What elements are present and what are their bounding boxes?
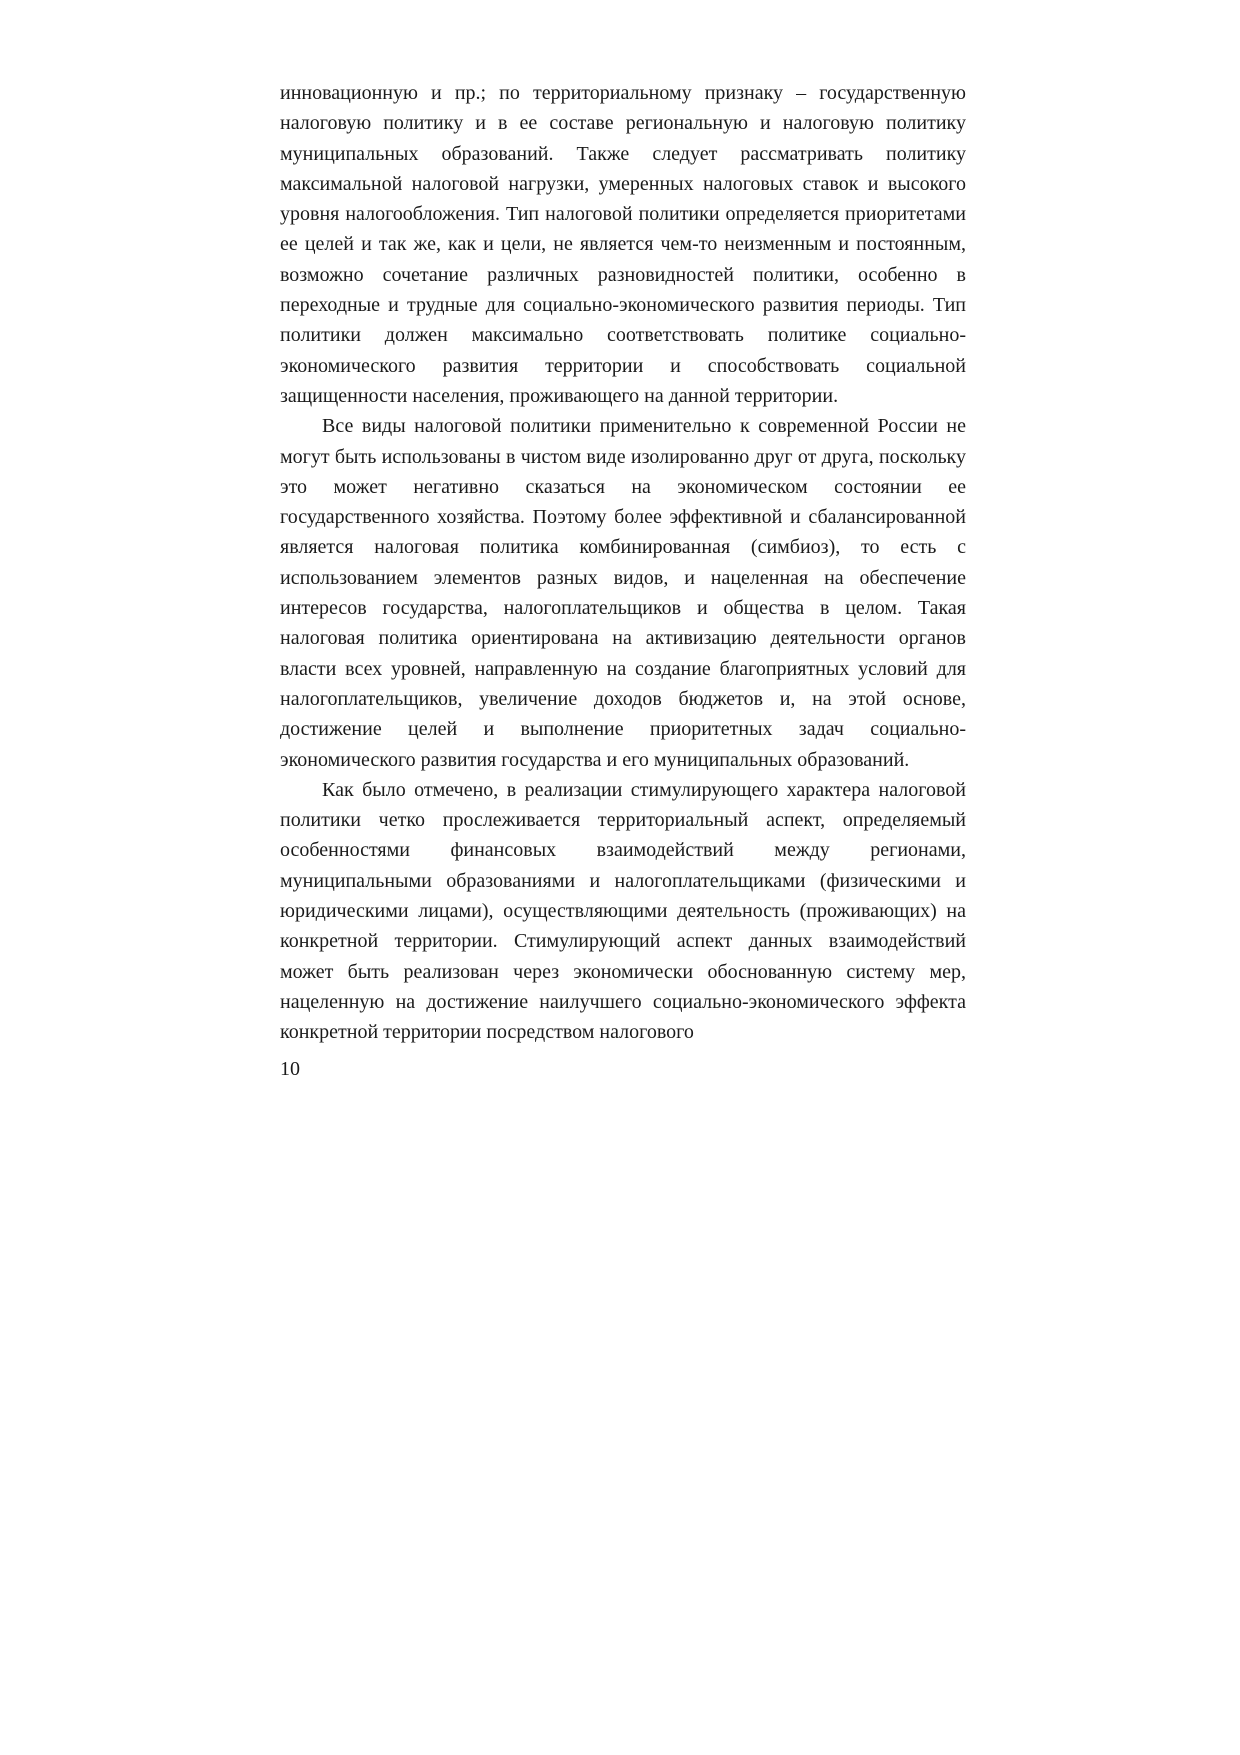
document-page xyxy=(280,78,966,1084)
paragraph-territorial-aspect: Как было отмечено, в реализации стимулирующего характера налоговой политики четко прослеживается территориальный аспект, определяемый особенностями финансовых взаимодействий между регионами, муниципальными образованиями и налогоплательщиками (физическими и юридическими лицами), осуществляющими деятельность (проживающих) на конкретной территории. Стимулирующий аспект данных взаимодействий может быть реализован через экономически обоснованную систему мер, нацеленную на достижение наилучшего социально-экономического эффекта конкретной территории посредством налогового xyxy=(280,778,966,1044)
paragraph-continuation: инновационную и пр.; по территориальному признаку – государственную налоговую политику и в ее составе региональную и налоговую политику муниципальных образований. Также следует рассматривать политику максимальной налоговой нагрузки, умеренных налоговых ставок и высокого уровня налогообложения. Тип налоговой политики определяется приоритетами ее целей и так же, как и цели, не является чем-то неизменным и постоянным, возможно сочетание различных разновидностей политики, особенно в переходные и трудные для социально-экономического развития периоды. Тип политики должен максимально соответствовать политике социально-экономического развития территории и способствовать социальной защищенности населения, проживающего на данной территории. xyxy=(280,82,966,407)
page-number: 10 xyxy=(280,1057,300,1080)
paragraph-tax-policy-types: Все виды налоговой политики применительно к современной России не могут быть использованы в чистом виде изолированно друг от друга, поскольку это может негативно сказаться на экономическом состоянии ее государственного хозяйства. Поэтому более эффективной и сбалансированной является налоговая политика комбинированная (симбиоз), то есть с использованием элементов разных видов, и нацеленная на обеспечение интересов государства, налогоплательщиков и общества в целом. Такая налоговая политика ориентирована на активизацию деятельности органов власти всех уровней, направленную на создание благоприятных условий для налогоплательщиков, увеличение доходов бюджетов и, на этой основе, достижение целей и выполнение приоритетных задач социально-экономического развития государства и его муниципальных образований. xyxy=(280,415,966,771)
